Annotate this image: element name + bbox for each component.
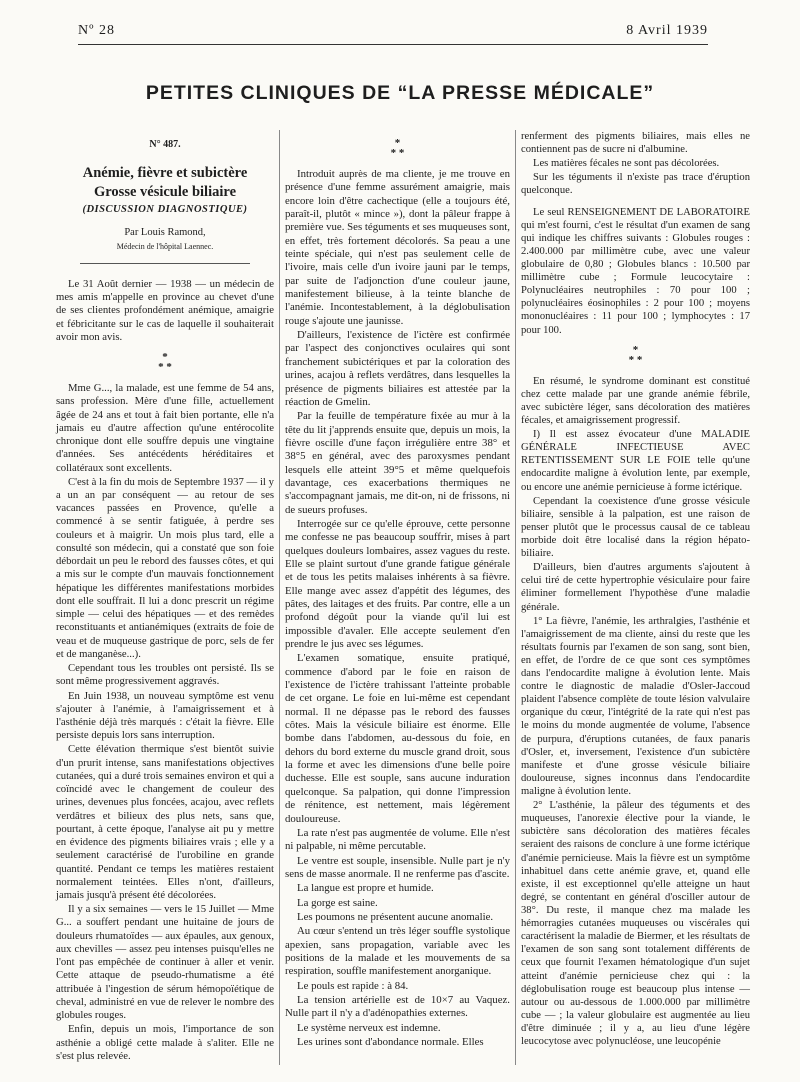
section-stars: * * *	[390, 137, 405, 159]
paragraph: La langue est propre et humide.	[297, 882, 434, 895]
paragraph: En résumé, le syndrome dominant est constitué chez cette malade par une grande anémie fébrile, avec subictère léger, sans décoloration des matières fécales, et amaigrissement progressif.	[521, 375, 750, 426]
paragraph: Par la feuille de température fixée au mur à la tête du lit j'apprends ensuite que, depuis un mois, la fièvre oscille d'une façon irrégulière entre 38° et 38°5 en général, avec des paroxysmes pendant lesquels elle atteint 39°5 et même quelquefois davantage, ces exacerbations thermiques ne s'accompagnant jamais, me dit-on, ni de frissons, ni de sueurs profuses.	[285, 410, 510, 516]
paragraph: renferment des pigments biliaires, mais elles ne contiennent pas de sucre ni d'albumine.	[521, 131, 750, 156]
paragraph: 2° L'asthénie, la pâleur des téguments et des muqueuses, l'anorexie élective pour la viande, le subictère sans décoloration des matières fécales seraient des raisons de conclure à une forme ictérique d'anémie pernicieuse. Mais la fièvre est un symptôme inhabituel dans cette anémie grave, et, quand elle existe, il est exceptionnel qu'elle atteigne un haut degré, se contentant en général d'osciller autour de 38°. Du reste, il manque chez ma malade les hémorragies cutanées muqueuses ou viscérales qui caractérisent la maladie de Biermer, et les résultats de l'examen de son sang sont totalement différents de ceux que fournit l'examen hématologique d'un sujet atteint d'anémie pernicieuse chez qui : la déglobulisation rouge est beaucoup plus intense — autour ou au-dessous de 1.000.000 par millimètre cube — ; la valeur globulaire est augmentée au lieu d'être diminuée ; il y a, au lieu d'une légère leucocytose avec polynucléose, une leucopénie	[521, 800, 750, 1048]
paragraph: En Juin 1938, un nouveau symptôme est venu s'ajouter à l'anémie, à l'amaigrissement et à l'asthénie déjà très marqués : c'était la fièvre. Elle persiste depuis lors sans interruption.	[56, 689, 274, 742]
paragraph: La gorge est saine.	[297, 896, 378, 909]
column-1	[56, 130, 274, 1064]
author-affiliation: Médecin de l'hôpital Laennec.	[116, 241, 214, 251]
paragraph: La tension artérielle est de 10×7 au Vaquez. Nulle part il n'y a d'adénopathies externes.	[285, 993, 510, 1020]
article-title-line-2: Grosse vésicule biliaire	[93, 184, 237, 201]
paragraph: Cependant la coexistence d'une grosse vésicule biliaire, sensible à la palpation, est une raison de penser plutôt que le processus causal de ce tableau morbide doit être localisé dans la région hépato-biliaire.	[521, 495, 750, 560]
paragraph: Les matières fécales ne sont pas décolorées.	[533, 158, 720, 170]
paragraph: C'est à la fin du mois de Septembre 1937 — il y a un an par conséquent — au retour de ses vacances passées en Provence, qu'elle a commencé à se sentir fatiguée, à perdre ses couleurs et à maigrir. Un mois plus tard, elle a consulté son médecin, qui a constaté que son foie débordait un peu le rebord des fausses côtes, et qui a mis sur le compte d'un mauvais fonctionnement hépatique les différentes manifestations morbides dont elle souffrait. Il lui a donc prescrit un régime simple — celui des hépatiques — et des remèdes reconstituants et antianémiques (extraits de foie de veau et de muqueuse gastrique de porc, sels de fer et de manganèse...).	[56, 475, 274, 660]
column-2	[285, 130, 510, 1050]
paragraph: Enfin, depuis un mois, l'importance de son asthénie a obligé cette malade à s'aliter. Elle ne s'est plus relevée.	[56, 1023, 274, 1062]
article-author: Par Louis Ramond,	[124, 227, 206, 239]
issue-number: Nº 28	[78, 23, 115, 38]
paragraph: Le seul RENSEIGNEMENT DE LABORATOIRE qui m'est fourni, c'est le résultat d'un examen de sang qui indique les chiffres suivants : Globules rouges : 2.400.000 par millimètre cube, avec une valeur globulaire de 0,80 ; Globules blancs : 10.500 par millimètre cube ; Formule leucocytaire : Polynucléaires neutrophiles : 70 pour 100 ; polynucléaires éosinophiles : 2 pour 100 ; moyens mononucléaires : 11 pour 100 ; lymphocytes : 17 pour 100.	[521, 206, 750, 336]
paragraph: I) Il est assez évocateur d'une MALADIE GÉNÉRALE INFECTIEUSE AVEC RETENTISSEMENT SUR LE FOIE telle qu'une endocardite maligne à évolution lente, par exemple, ou encore une anémie pernicieuse à forme ictérique.	[521, 429, 750, 493]
paragraph: Au cœur s'entend un très léger souffle systolique apexien, sans propagation, variable avec les positions de la malade et les mouvements de sa respiration, souffle manifestement anorganique.	[285, 925, 510, 978]
paragraph: Introduit auprès de ma cliente, je me trouve en présence d'une femme assurément amaigrie, mais encore loin d'être cachectique (elle a toujours été, paraît-il, plutôt « mince »), dont la pâleur frappe à première vue. Ses téguments et ses muqueuses sont, en effet, très fortement décolorés. Sa peau a une teinte spéciale, qui n'est pas seulement celle de l'ivoire, mais celle d'un ivoire jauni par le temps, par suite de l'adjonction d'une couleur jaune, manifestement bilieuse, à la teinte blanche de l'anémie. Incontestablement, à la déglobulisation rouge s'ajoute une jaunisse.	[285, 168, 510, 327]
column-divider	[515, 130, 516, 1065]
article-number: N° 487.	[149, 139, 181, 150]
paragraph: L'examen somatique, ensuite pratiqué, commence d'abord par le foie en raison de l'existence de l'ictère trahissant l'atteinte probable de cet organe. Le foie en lui-même est cependant normal. Il ne dépasse pas le rebord des fausses côtes. Mais la vésicule biliaire est énorme. Elle bombe dans l'abdomen, au-dessous du foie, en dehors du bord externe du muscle grand droit, sous la forme et avec les dimensions d'une belle poire duchesse. Elle est souple, sans aucune induration quelconque. Sa palpation, qui donne l'impression de rénitence, est nettement, mais légèrement douloureuse.	[285, 652, 510, 825]
paragraph: Il y a six semaines — vers le 15 Juillet — Mme G... a souffert pendant une huitaine de jours de douleurs rhumatoïdes — aux épaules, aux genoux, aux chevilles — assez peu intenses puisqu'elles ne l'ont pas empêchée de continuer à aller et venir. Cette attaque de pseudo-rhumatisme a été attribuée à l'ingestion de sérum hémopoïétique de cheval, administré en vue de relever le nombre des globules rouges.	[56, 903, 274, 1022]
article-subtitle: (DISCUSSION DIAGNOSTIQUE)	[82, 204, 248, 216]
paragraph: Mme G..., la malade, est une femme de 54 ans, sans profession. Mère d'une fille, actuellement âgée de 24 ans et tout à fait bien portante, elle n'a jamais eu d'autre affection qu'une entérocolite chronique dont elle souffre depuis une vingtaine d'années. Ses antécédents héréditaires et collatéraux sont excellents.	[56, 382, 274, 474]
paragraph: D'ailleurs, l'existence de l'ictère est confirmée par l'aspect des conjonctives oculaires qui sont franchement subictériques et par la coloration des urines, acajou à reflets verdâtres, dans lesquelles la présence de pigments biliaires est attestée par la réaction de Gmelin.	[285, 329, 510, 408]
paragraph: Interrogée sur ce qu'elle éprouve, cette personne me confesse ne pas beaucoup souffrir, mises à part quelques douleurs lombaires, assez vagues du reste. Elle se plaint surtout d'une grande fatigue générale et de tous les petits malaises inhérents à sa fièvre. Elle mange avec assez d'appétit des légumes, des pâtes, des laitages et des fruits. Par contre, elle a un profond dégoût pour la viande qu'il lui est impossible d'avaler. Elle accepte seulement d'en prendre le jus avec ses légumes.	[285, 517, 510, 651]
paragraph: D'ailleurs, bien d'autres arguments s'ajoutent à celui tiré de cette hypertrophie vésiculaire pour faire éliminer formellement l'hypothèse d'une maladie générale.	[521, 562, 750, 613]
paragraph: Le pouls est rapide : à 84.	[297, 979, 409, 992]
column-3	[521, 130, 750, 1049]
section-stars: * * *	[158, 351, 172, 374]
paragraph: Cependant tous les troubles ont persisté. Ils se sont même progressivement aggravés.	[56, 662, 274, 688]
paragraph: Le ventre est souple, insensible. Nulle part je n'y sens de masse anormale. Il ne renferme pas d'ascite.	[285, 854, 510, 880]
page-title: PETITES CLINIQUES DE “LA PRESSE MÉDICALE”	[145, 82, 655, 104]
article-title-line-1: Anémie, fièvre et subictère	[82, 165, 248, 182]
paragraph: La rate n'est pas augmentée de volume. Elle n'est ni palpable, ni même percutable.	[285, 826, 510, 853]
paragraph: Le 31 Août dernier — 1938 — un médecin de mes amis m'appelle en province au chevet d'une de ses clientes profondément anémique, amaigrie et fébricitante sur le cas de laquelle il souhaiterait avoir mon avis.	[56, 277, 274, 343]
header-rule	[78, 44, 708, 45]
title-separator	[80, 263, 250, 264]
section-stars: * * *	[628, 343, 643, 366]
paragraph: Les poumons ne présentent aucune anomalie.	[297, 910, 494, 923]
issue-date: 8 Avril 1939	[626, 23, 708, 38]
column-divider	[279, 130, 280, 1065]
paragraph: Les urines sont d'abondance normale. Elles	[297, 1036, 484, 1048]
paragraph: 1° La fièvre, l'anémie, les arthralgies, l'asthénie et l'amaigrissement de ma cliente, ainsi du reste que les résultats fournis par l'examen de son sang, sont bien, en effet, de l'ordre de ce que sont ces symptômes dans l'endocardite maligne à évolution lente. Mais contre le diagnostic de maladie d'Osler-Jaccoud plaident l'absence complète de toute lésion valvulaire organique du cœur, l'intégrité de la rate qui n'est pas le moins du monde augmentée de volume, l'absence de purpura, d'éruptions cutanées, de faux panaris d'Osler, et, inversement, l'existence d'un subictère manifeste et d'une grosse vésicule biliaire douloureuse, signes inconnus dans l'endocardite maligne à évolution lente.	[521, 615, 750, 798]
paragraph: Le système nerveux est indemne.	[297, 1021, 441, 1034]
paragraph: Sur les téguments il n'existe pas trace d'éruption quelconque.	[521, 172, 750, 197]
paragraph: Cette élévation thermique s'est bientôt suivie d'un prurit intense, sans manifestations objectives cutanées, qui a duré trois semaines environ et qui a coïncidé avec le changement de couleur des urines, devenues plus foncées, acajou, avec reflets verdâtres et bilieux des plus nets, sans que, pourtant, à cette époque, l'analyse ait pu y mettre en évidence des pigments biliaires vrais ; elle y a seulement caractérisé de l'urobiline en grande quantité. Pendant ce temps les matières restaient normalement teintées. Elles n'ont, d'ailleurs, jamais jusqu'à présent été décolorées.	[56, 743, 274, 902]
